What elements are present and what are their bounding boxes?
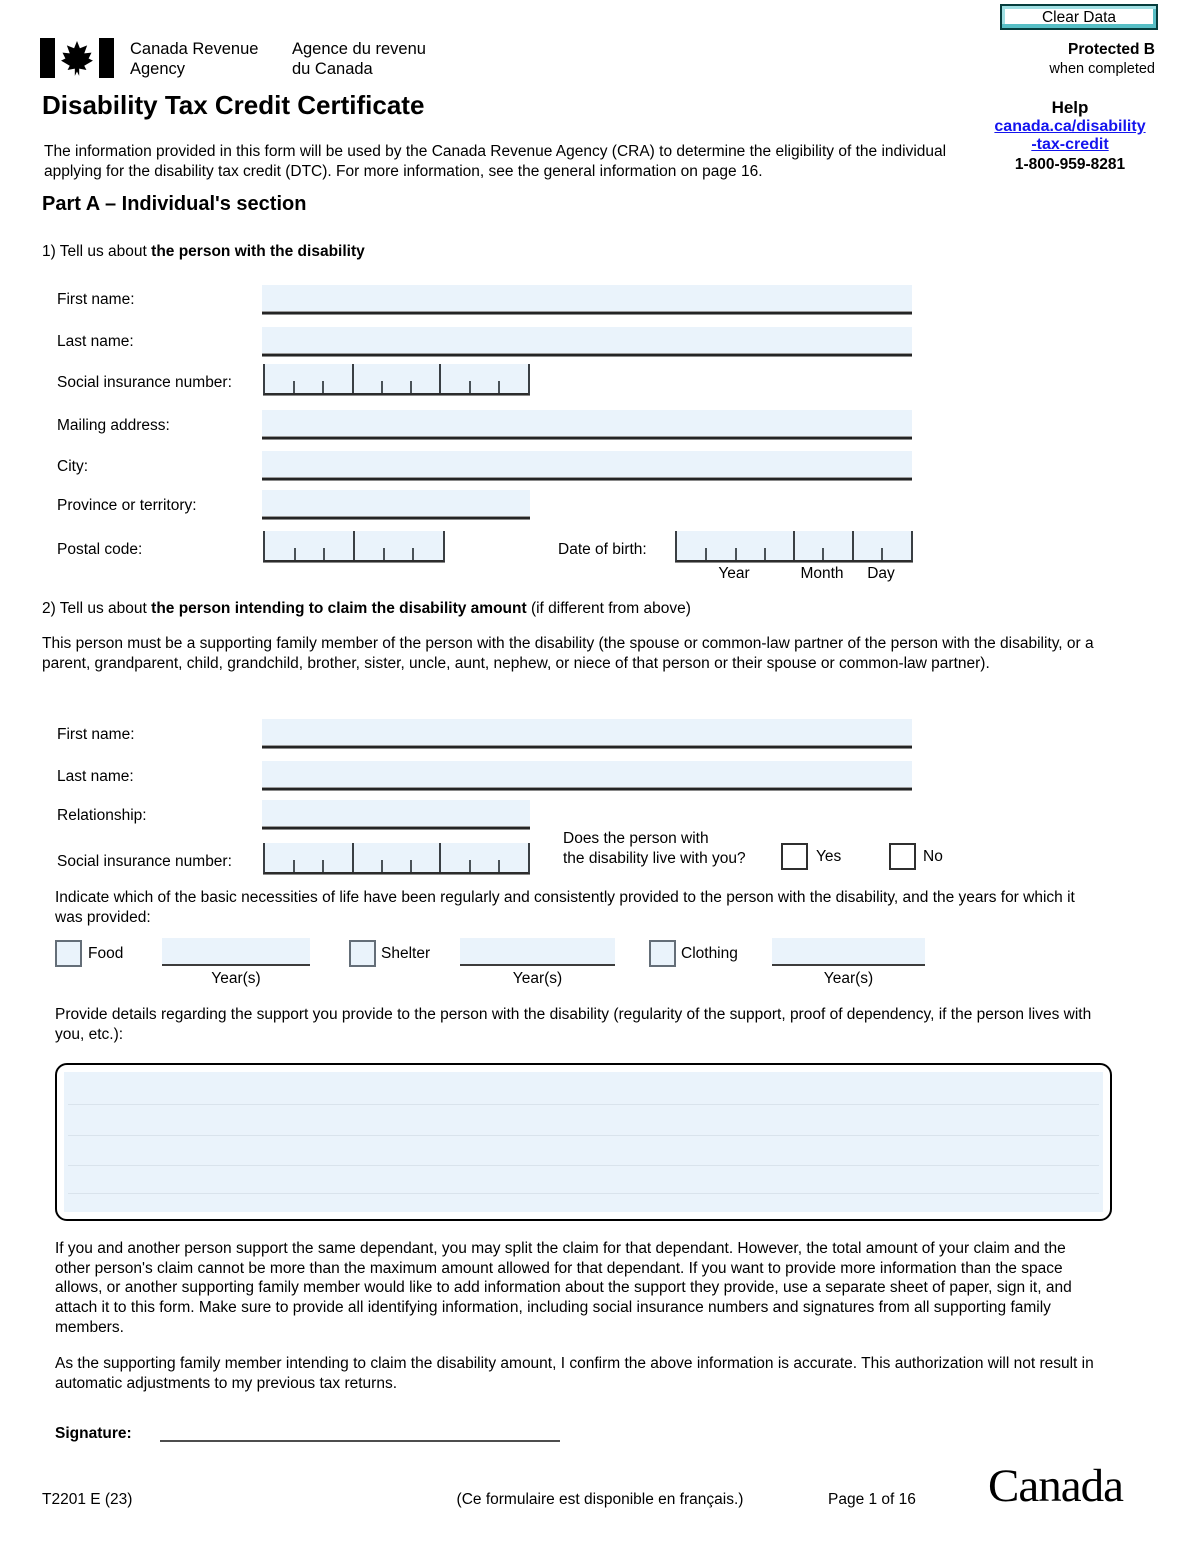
comb-cell [823,531,852,560]
dob-input[interactable] [675,531,913,562]
help-link-line1[interactable]: canada.ca/disability [994,118,1146,135]
comb-cell [882,531,911,560]
food-years-input[interactable] [162,938,310,966]
province-input[interactable] [262,490,530,517]
live-yes-label: Yes [816,848,842,865]
agency-fr-line1: Agence du revenu [292,40,426,58]
part-a-heading: Part A – Individual's section [42,193,307,215]
s2-sin-label: Social insurance number: [57,853,232,870]
comb-cell [853,531,882,560]
comb-cell [354,531,384,560]
comb-cell [323,364,352,393]
help-phone: 1-800-959-8281 [1014,156,1126,173]
live-question-line1: Does the person with [563,830,709,847]
comb-cell [440,843,469,872]
food-checkbox[interactable] [55,940,82,967]
footer-page-number: Page 1 of 16 [828,1491,916,1508]
clothing-years-label: Year(s) [823,970,874,987]
mailing-address-label: Mailing address: [57,417,170,434]
details-paragraph: Provide details regarding the support you provide to the person with the disability (regularity of the support, proof of dependency, if the person lives with you, etc.): [55,1006,1092,1043]
live-question-line2: the disability live with you? [563,849,746,867]
postal-code-label: Postal code: [57,541,143,558]
signature-label: Signature: [55,1425,132,1442]
shelter-label: Shelter [381,945,431,962]
s2-last-name-input[interactable] [262,761,912,788]
s2-sin-input[interactable] [263,843,530,874]
comb-cell [324,531,354,560]
postal-code-input[interactable] [263,531,445,562]
necessities-paragraph: Indicate which of the basic necessities of life have been regularly and consistently provided to the person with the disability, and the years for which it was provided: [55,889,1075,926]
agency-en-line2: Agency [130,60,186,78]
details-textarea[interactable] [55,1063,1112,1221]
comb-cell [382,843,411,872]
shelter-checkbox[interactable] [349,940,376,967]
province-label: Province or territory: [57,497,197,514]
city-input[interactable] [262,451,912,478]
comb-cell [470,843,499,872]
relationship-input[interactable] [262,800,530,827]
comb-cell [411,843,440,872]
q2-text [42,599,691,619]
s2-first-name-label: First name: [57,726,135,743]
q2-suffix: (if different from above) [526,600,691,617]
comb-cell [353,364,382,393]
city-label: City: [57,458,88,475]
live-yes-checkbox[interactable] [781,843,808,870]
split-claim-paragraph: If you and another person support the same dependant, you may split the claim for that dependant. However, the total amount of your claim and the other person's claim cannot be more than the maximum amount allowed for that dependant. If you want to provide more information than the space allows, or another supporting family member would like to add information about the support they provide, use a separate sheet of paper, sign it, and attach it to this form. Make sure to provide all identifying information, including social insurance numbers and signatures from all supporting family members. [55,1240,1072,1336]
dob-year-label: Year [718,565,750,582]
help-link-line2[interactable]: -tax-credit [1031,136,1109,153]
food-label: Food [88,945,124,962]
comb-cell [265,843,294,872]
s2-last-name-label: Last name: [57,768,134,785]
comb-cell [323,843,352,872]
clear-data-button[interactable]: Clear Data [1000,4,1158,30]
agency-fr-line2: du Canada [292,60,373,78]
comb-cell [736,531,765,560]
comb-cell [413,531,443,560]
details-value [64,1072,1103,1212]
last-name-label: Last name: [57,333,134,350]
details-textarea-inner [64,1072,1103,1212]
clothing-label: Clothing [681,945,738,962]
first-name-label: First name: [57,291,135,308]
comb-cell [353,843,382,872]
canada-wordmark-text: Canada [988,1460,1123,1512]
q2-prefix: 2) Tell us about [42,600,152,617]
footer-french-note: (Ce formulaire est disponible en français.) [456,1491,744,1508]
protected-b-sub: when completed [1049,61,1155,77]
food-years-label: Year(s) [211,970,261,987]
q1-text [42,242,365,262]
q2-bold: the person intending to claim the disability amount [151,600,527,617]
help-block [975,98,1165,174]
comb-cell [265,364,294,393]
first-name-input[interactable] [262,285,912,312]
last-name-input[interactable] [262,327,912,354]
agency-en-line1: Canada Revenue [130,40,259,58]
comb-cell [384,531,414,560]
comb-cell [677,531,706,560]
q1-prefix: 1) Tell us about [42,243,152,260]
dob-label: Date of birth: [558,541,647,558]
mailing-address-input[interactable] [262,410,912,437]
sin-label: Social insurance number: [57,374,232,391]
page-title: Disability Tax Credit Certificate [42,90,425,120]
comb-cell [382,364,411,393]
comb-cell [794,531,823,560]
intro-paragraph: The information provided in this form will be used by the Canada Revenue Agency (CRA) to determine the eligibility of the individual applying for the disability tax credit (DTC). For more information, see the general information on page 16. [44,143,947,180]
agency-name-en [130,39,258,79]
comb-cell [411,364,440,393]
supporting-member-paragraph: This person must be a supporting family member of the person with the disability (the spouse or common-law partner of the person with the disability, or a parent, grandparent, child, grandchild, brother, sister, uncle, aunt, nephew, or niece of that person or their spouse or common-law partner). [42,635,1094,672]
comb-cell [295,531,325,560]
shelter-years-label: Year(s) [512,970,563,987]
live-no-checkbox[interactable] [889,843,916,870]
comb-cell [765,531,794,560]
comb-cell [440,364,469,393]
live-no-label: No [923,848,943,865]
confirmation-paragraph: As the supporting family member intending to claim the disability amount, I confirm the above information is accurate. This authorization will not result in automatic adjustments to my previous tax returns. [55,1355,1094,1392]
dob-month-label: Month [800,565,844,582]
dob-day-label: Day [867,565,895,582]
help-title: Help [1051,98,1089,117]
comb-cell [294,364,323,393]
s2-first-name-input[interactable] [262,719,912,746]
comb-cell [294,843,323,872]
signature-line [160,1440,560,1442]
comb-cell [706,531,735,560]
footer-form-code: T2201 E (23) [42,1491,133,1508]
q1-bold: the person with the disability [151,243,365,260]
clothing-years-input[interactable] [772,938,925,966]
clothing-checkbox[interactable] [649,940,676,967]
live-question [563,829,746,868]
comb-cell [265,531,295,560]
relationship-label: Relationship: [57,807,147,824]
canada-flag-icon [40,38,114,83]
comb-cell [470,364,499,393]
canada-wordmark [988,1460,1200,1512]
protected-b-label: Protected B [1068,41,1155,58]
sin-input[interactable] [263,364,530,395]
shelter-years-input[interactable] [460,938,615,966]
comb-cell [499,843,528,872]
comb-cell [499,364,528,393]
agency-name-fr [292,39,426,79]
